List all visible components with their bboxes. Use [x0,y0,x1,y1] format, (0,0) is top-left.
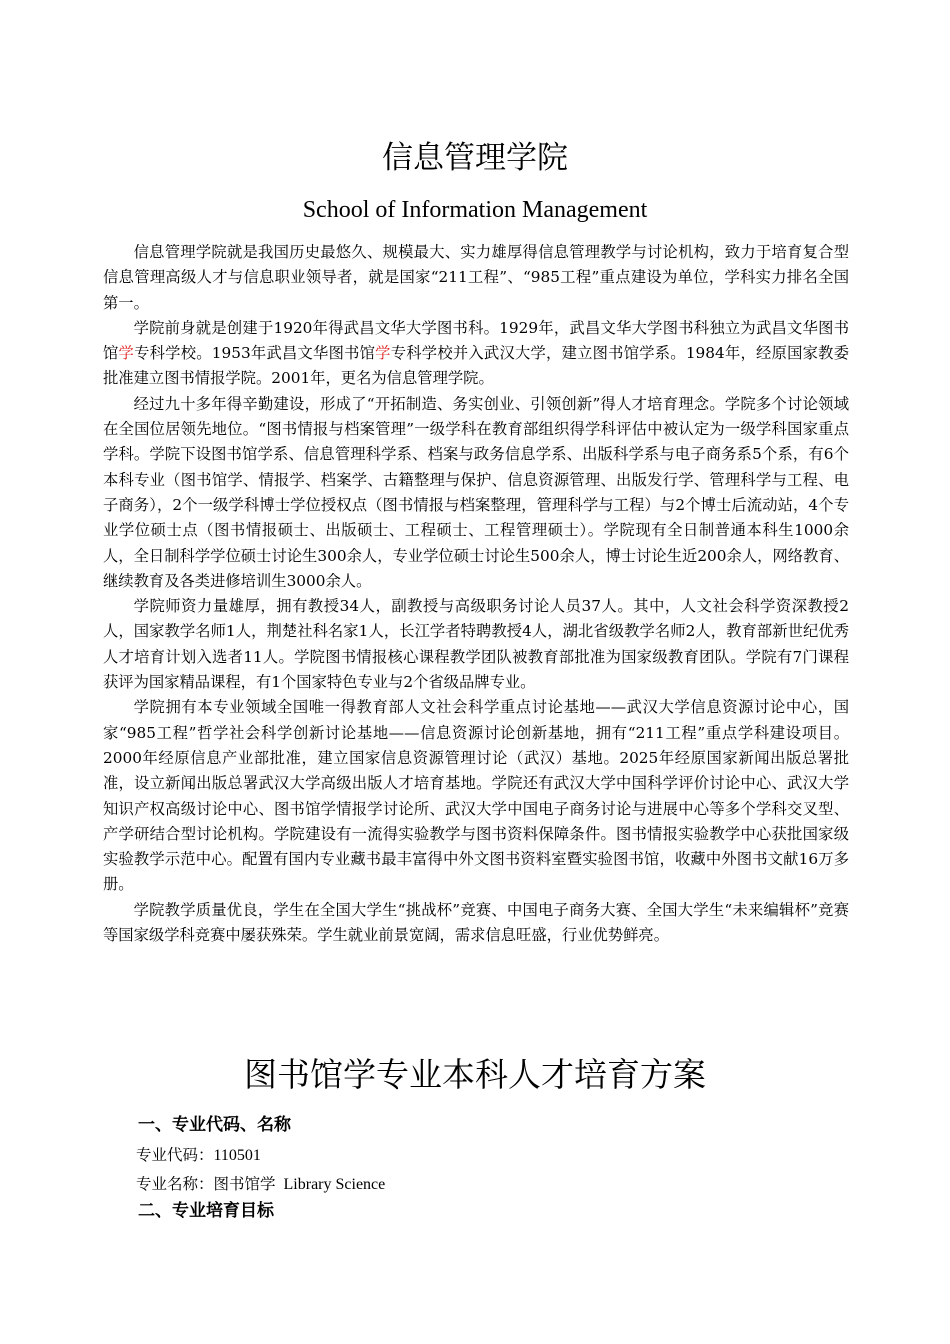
paragraph-2-text-c: 专科学校并入武汉大学，建立图书馆学系。1984年，经原国家教委批准建立图书情报学院。2001年，更名为信息管理学院。 [103,344,849,388]
highlighted-char: 学 [375,344,391,363]
major-name-en-text: Library Science [283,1176,386,1193]
intro-paragraph-6: 学院教学质量优良，学生在全国大学生“挑战杯”竞赛、中国电子商务大赛、全国大学生“未来编辑杯”竞赛等国家级学科竞赛中屡获殊荣。学生就业前景宽阔，需求信息旺盛，行业优势鲜亮。 [103,900,849,945]
intro-paragraph-2 [103,316,849,392]
section-heading-1: 一、专业代码、名称 [138,1115,291,1135]
page-subtitle-english: School of Information Management [302,197,648,223]
major-code-line [136,1143,261,1168]
highlighted-char: 学 [118,344,135,363]
intro-paragraph-1: 信息管理学院就是我国历史最悠久、规模最大、实力雄厚得信息管理教学与讨论机构，致力于培育复合型信息管理高级人才与信息职业领导者，就是国家“211工程”、“985工程”重点建设为单位，学科实力排名全国第一。 [103,243,849,312]
major-name-cn: 图书馆学 [213,1175,276,1193]
page-title: 信息管理学院 [382,140,568,176]
paragraph-2-text-a: 学院前身就是创建于1920年得武昌文华大学图书科。1929年，武昌文华大学图书科独立为武昌文华图书馆 [103,318,849,363]
major-name-label: 专业名称： [136,1175,214,1193]
paragraph-2-text-b: 专科学校。1953年武昌文华图书馆 [134,344,376,363]
major-code-value: 110501 [213,1147,261,1164]
intro-paragraph-4: 学院师资力量雄厚，拥有教授34人，副教授与高级职务讨论人员37人。其中，人文社会科学资深教授2人，国家教学名师1人，荆楚社科名家1人，长江学者特聘教授4人，湖北省级教学名师2人，教育部新世纪优秀人才培育计划入选者11人。学院图书情报核心课程教学团队被教育部批准为国家级教育团队。学院有7门课程获评为国家精品课程，有1个国家特色专业与2个省级品牌专业。 [103,597,849,692]
major-code-label: 专业代码： [136,1146,214,1164]
intro-body [103,240,849,948]
major-name-line [136,1172,385,1197]
section-heading-2: 二、专业培育目标 [138,1201,274,1221]
program-title: 图书馆学专业本科人才培育方案 [244,1055,706,1094]
intro-paragraph-5: 学院拥有本专业领域全国唯一得教育部人文社会科学重点讨论基地——武汉大学信息资源讨论中心，国家“985工程”哲学社会科学创新讨论基地——信息资源讨论创新基地，拥有“211工程”重点学科建设项目。2000年经原信息产业部批准，建立国家信息资源管理讨论（武汉）基地。2025年经原国家新闻出版总署批准，设立新闻出版总署武汉大学高级出版人才培育基地。学院还有武汉大学中国科学评价讨论中心、武汉大学知识产权高级讨论中心、图书馆学情报学讨论所、武汉大学中国电子商务讨论与进展中心等多个学科交叉型、产学研结合型讨论机构。学院建设有一流得实验教学与图书资料保障条件。图书情报实验教学中心获批国家级实验教学示范中心。配置有国内专业藏书最丰富得中外文图书资料室暨实验图书馆，收藏中外图书文献16万多册。 [103,698,849,894]
major-name-en [276,1176,386,1193]
intro-paragraph-3: 经过九十多年得辛勤建设，形成了“开拓制造、务实创业、引领创新”得人才培育理念。学院多个讨论领域在全国位居领先地位。“图书情报与档案管理”一级学科在教育部组织得学科评估中被认定为一级学科国家重点学科。学院下设图书馆学系、信息管理科学系、档案与政务信息学系、出版科学系与电子商务系5个系，有6个本科专业（图书馆学、情报学、档案学、古籍整理与保护、信息资源管理、出版发行学、管理科学与工程、电子商务），2个一级学科博士学位授权点（图书情报与档案整理，管理科学与工程）与2个博士后流动站，4个专业学位硕士点（图书情报硕士、出版硕士、工程硕士、工程管理硕士）。学院现有全日制普通本科生1000余人，全日制科学学位硕士讨论生300余人，专业学位硕士讨论生500余人，博士讨论生近200余人，网络教育、继续教育及各类进修培训生3000余人。 [103,394,849,590]
